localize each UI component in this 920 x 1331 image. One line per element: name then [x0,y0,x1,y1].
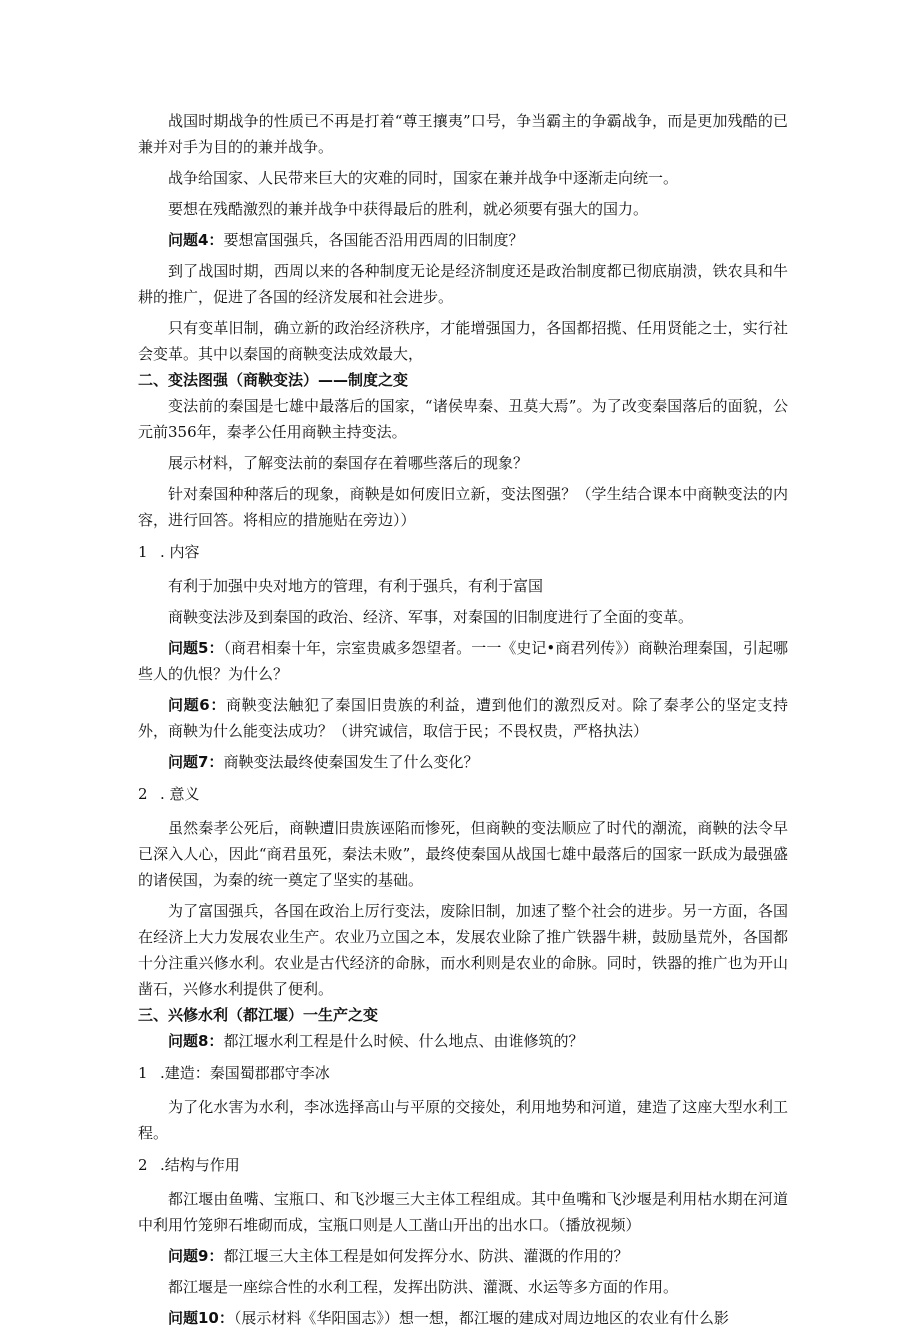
question-4 [138,227,788,253]
question-9 [138,1243,788,1269]
question-text: （展示材料《华阳国志》）想一想，都江堰的建成对周边地区的农业有什么影 [233,1309,729,1327]
question-label: 问题9： [168,1247,224,1265]
paragraph: 虽然秦孝公死后，商鞅遭旧贵族诬陷而惨死，但商鞅的变法顺应了时代的潮流，商鞅的法令早已深入人心，因此“商君虽死，秦法未败”，最终使秦国从战国七雄中最落后的国家一跃成为最强盛的诸侯国，为秦的统一奠定了坚实的基础。 [138,819,788,889]
question-6 [138,692,788,744]
numbered-heading: 1 . 内容 [138,543,200,561]
paragraph: 都江堰由鱼嘴、宝瓶口、和飞沙堰三大主体工程组成。其中鱼嘴和飞沙堰是利用枯水期在河道中利用竹笼卵石堆砌而成，宝瓶口则是人工凿山开出的出水口。（播放视频） [138,1190,788,1234]
question-7 [138,749,788,775]
question-label: 问题7： [168,753,224,771]
question-label: 问题5： [168,639,224,657]
paragraph: 战争给国家、人民带来巨大的灾难的同时，国家在兼并战争中逐渐走向统一。 [168,169,679,187]
question-text: 要想富国强兵，各国能否沿用西周的旧制度？ [223,231,524,249]
question-text: （商君相秦十年，宗室贵戚多怨望者。一一《史记•商君列传》）商鞅治理秦国，引起哪些人的仇恨？为什么？ [138,639,789,683]
document-page [138,108,788,1331]
question-text: 都江堰三大主体工程是如何发挥分水、防洪、灌溉的作用的？ [223,1247,629,1265]
question-8 [138,1028,788,1054]
paragraph: 都江堰是一座综合性的水利工程，发挥出防洪、灌溉、水运等多方面的作用。 [168,1278,679,1296]
question-label: 问题8： [168,1032,224,1050]
question-label: 问题10： [168,1309,234,1327]
question-label: 问题4： [168,231,224,249]
numbered-heading: 1 .建造：秦国蜀郡郡守李冰 [138,1064,330,1082]
question-text: 商鞅变法最终使秦国发生了什么变化？ [223,753,479,771]
paragraph: 商鞅变法涉及到秦国的政治、经济、军事，对秦国的旧制度进行了全面的变革。 [168,608,694,626]
question-text: 都江堰水利工程是什么时候、什么地点、由谁修筑的？ [223,1032,584,1050]
question-10 [138,1305,788,1331]
question-label: 问题6： [168,696,226,714]
question-5 [138,635,788,687]
question-text: 商鞅变法触犯了秦国旧贵族的利益，遭到他们的激烈反对。除了秦孝公的坚定支持外，商鞅为什么能变法成功？（讲究诚信，取信于民；不畏权贵，严格执法） [138,696,789,740]
paragraph: 有利于加强中央对地方的管理，有利于强兵，有利于富国 [168,577,544,595]
paragraph: 到了战国时期，西周以来的各种制度无论是经济制度还是政治制度都已彻底崩溃，铁农具和牛耕的推广，促进了各国的经济发展和社会进步。 [138,262,788,306]
paragraph: 变法前的秦国是七雄中最落后的国家，“诸侯卑秦、丑莫大焉”。为了改变秦国落后的面貌，公元前356年，秦孝公任用商鞅主持变法。 [138,397,788,441]
numbered-heading: 2 .结构与作用 [138,1156,240,1174]
paragraph: 为了富国强兵，各国在政治上厉行变法，废除旧制，加速了整个社会的进步。另一方面，各国在经济上大力发展农业生产。农业乃立国之本，发展农业除了推广铁器牛耕，鼓励垦荒外，各国都十分注重兴修水利。农业是古代经济的命脉，而水利则是农业的命脉。同时，铁器的推广也为开山凿石，兴修水利提供了便利。 [138,902,788,998]
paragraph: 针对秦国种种落后的现象，商鞅是如何废旧立新，变法图强？（学生结合课本中商鞅变法的内容，进行回答。将相应的措施贴在旁边）） [138,485,788,529]
section-heading: 二、变法图强（商鞅变法）——制度之变 [138,371,409,389]
paragraph: 展示材料，了解变法前的秦国存在着哪些落后的现象？ [168,454,529,472]
section-heading: 三、兴修水利（都江堰）一生产之变 [138,1006,379,1024]
paragraph: 为了化水害为水利，李冰选择高山与平原的交接处，利用地势和河道，建造了这座大型水利工程。 [138,1098,788,1142]
paragraph: 战国时期战争的性质已不再是打着“尊王攘夷”口号，争当霸主的争霸战争，而是更加残酷的已兼并对手为目的的兼并战争。 [138,112,788,156]
paragraph: 只有变革旧制，确立新的政治经济秩序，才能增强国力，各国都招揽、任用贤能之士，实行社会变革。其中以秦国的商鞅变法成效最大， [138,319,788,363]
paragraph: 要想在残酷激烈的兼并战争中获得最后的胜利，就必须要有强大的国力。 [168,200,649,218]
numbered-heading: 2 . 意义 [138,785,200,803]
